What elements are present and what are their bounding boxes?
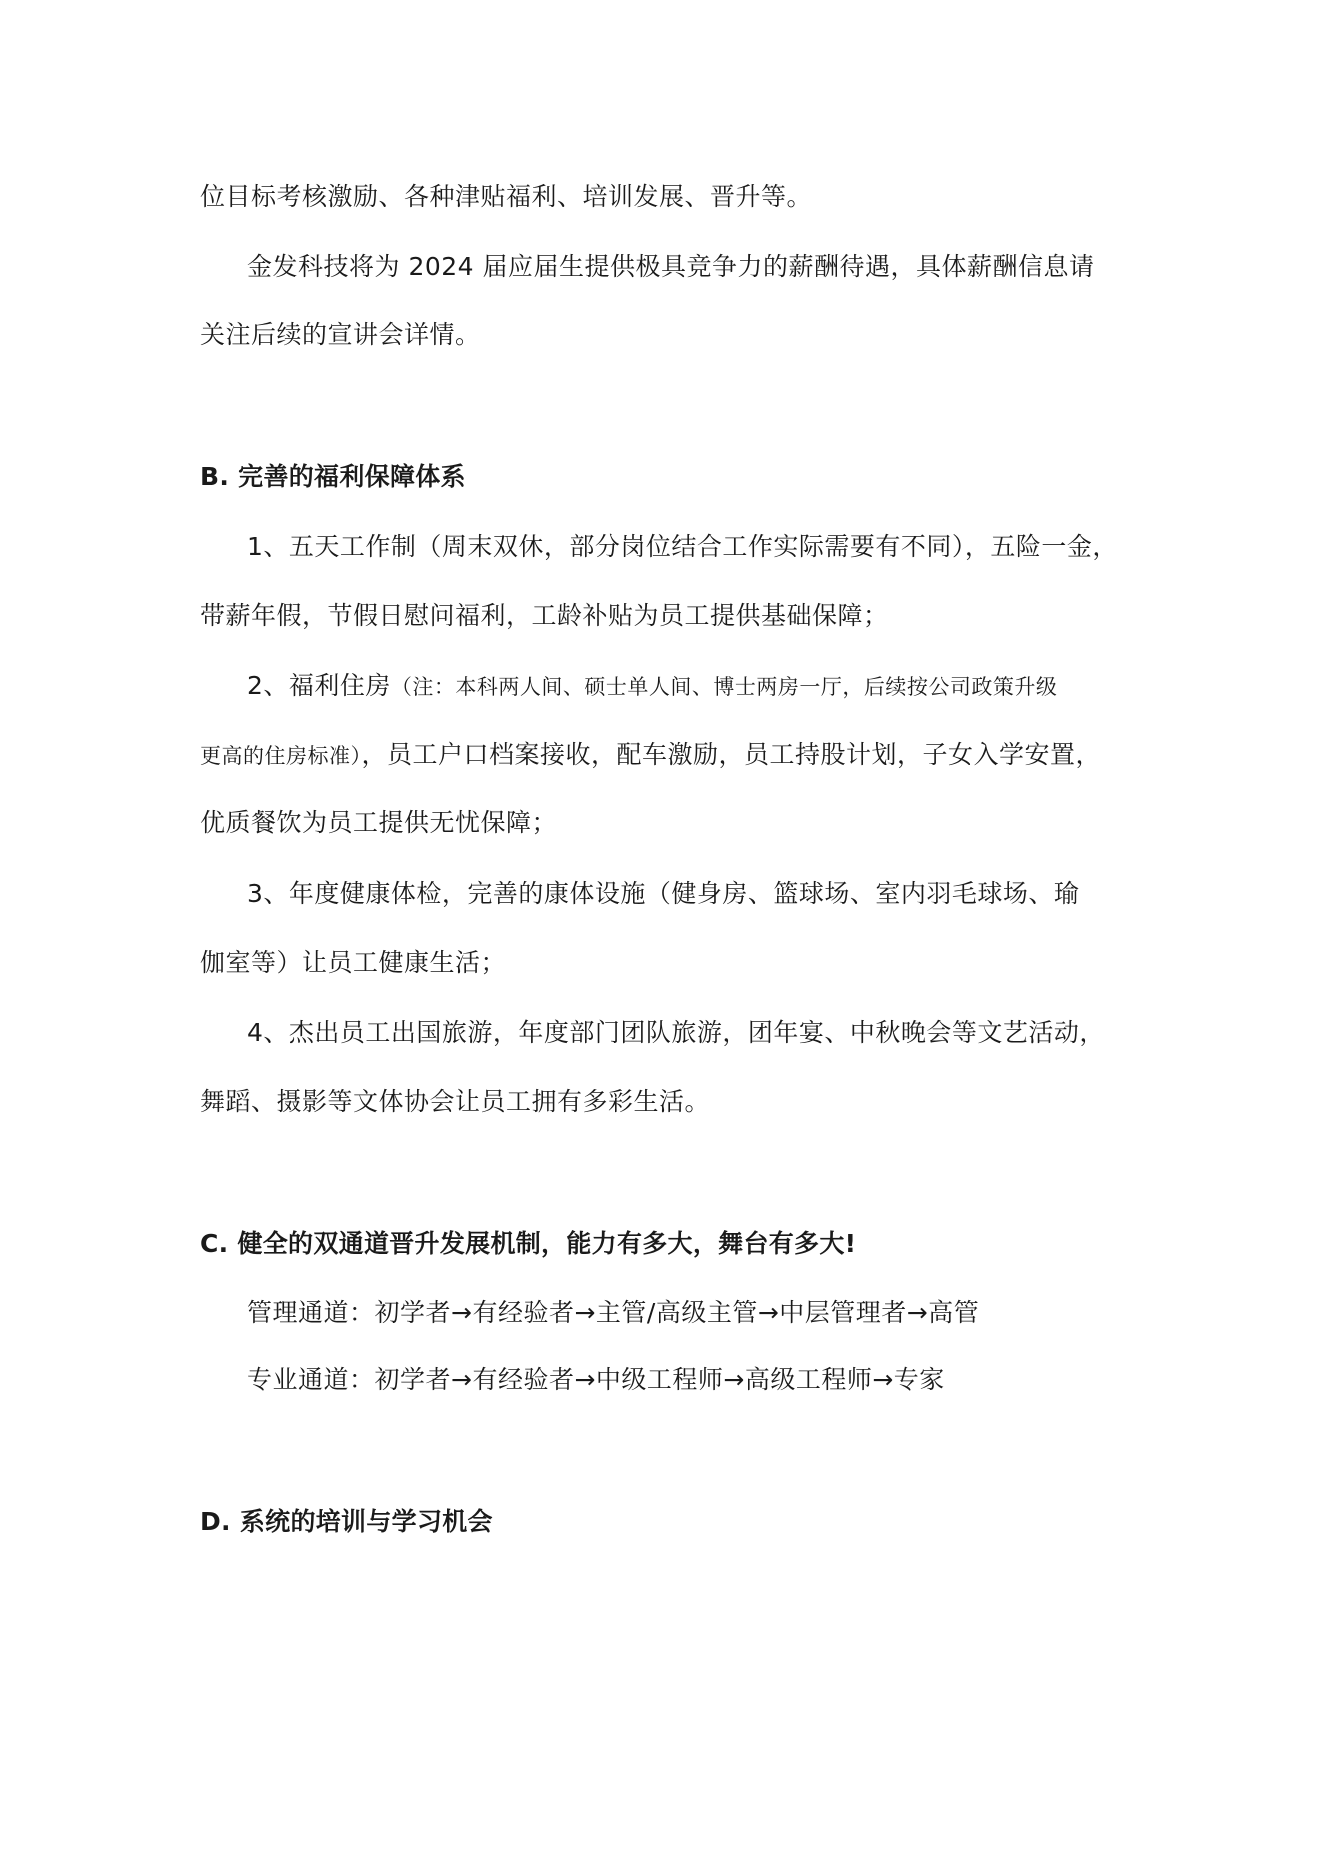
paragraph-line: 关注后续的宣讲会详情。: [200, 320, 481, 349]
management-track: 管理通道：初学者→有经验者→主管/高级主管→中层管理者→高管: [247, 1298, 980, 1327]
list-item-line: 带薪年假，节假日慰问福利，工龄补贴为员工提供基础保障；: [200, 601, 889, 630]
list-item-line: 4、杰出员工出国旅游，年度部门团队旅游，团年宴、中秋晚会等文艺活动，: [247, 1018, 1105, 1047]
section-b-heading: B. 完善的福利保障体系: [200, 462, 466, 491]
list-item-line: 1、五天工作制（周末双休，部分岗位结合工作实际需要有不同），五险一金，: [247, 532, 1118, 561]
paragraph-line: 金发科技将为 2024 届应届生提供极具竞争力的薪酬待遇，具体薪酬信息请: [247, 252, 1095, 281]
paragraph-line: 位目标考核激励、各种津贴福利、培训发展、晋升等。: [200, 182, 813, 211]
section-c-heading: C. 健全的双通道晋升发展机制，能力有多大，舞台有多大!: [200, 1229, 857, 1258]
list-item-note: （注：本科两人间、硕士单人间、博士两房一厅，后续按公司政策升级: [390, 675, 1058, 699]
list-item-line: 伽室等）让员工健康生活；: [200, 948, 507, 977]
list-item-line: [247, 669, 1057, 704]
list-item-note: 更高的住房标准）: [200, 744, 362, 768]
section-d-heading: D. 系统的培训与学习机会: [200, 1507, 493, 1536]
list-item-main: ，员工户口档案接收，配车激励，员工持股计划，子女入学安置，: [361, 740, 1102, 769]
list-item-line: [200, 738, 1101, 773]
list-item-line: 舞蹈、摄影等文体协会让员工拥有多彩生活。: [200, 1087, 711, 1116]
list-item-line: 3、年度健康体检，完善的康体设施（健身房、篮球场、室内羽毛球场、瑜: [247, 879, 1080, 908]
professional-track: 专业通道：初学者→有经验者→中级工程师→高级工程师→专家: [247, 1365, 945, 1394]
list-item-line: 优质餐饮为员工提供无忧保障；: [200, 808, 558, 837]
list-item-main: 2、福利住房: [247, 671, 391, 700]
